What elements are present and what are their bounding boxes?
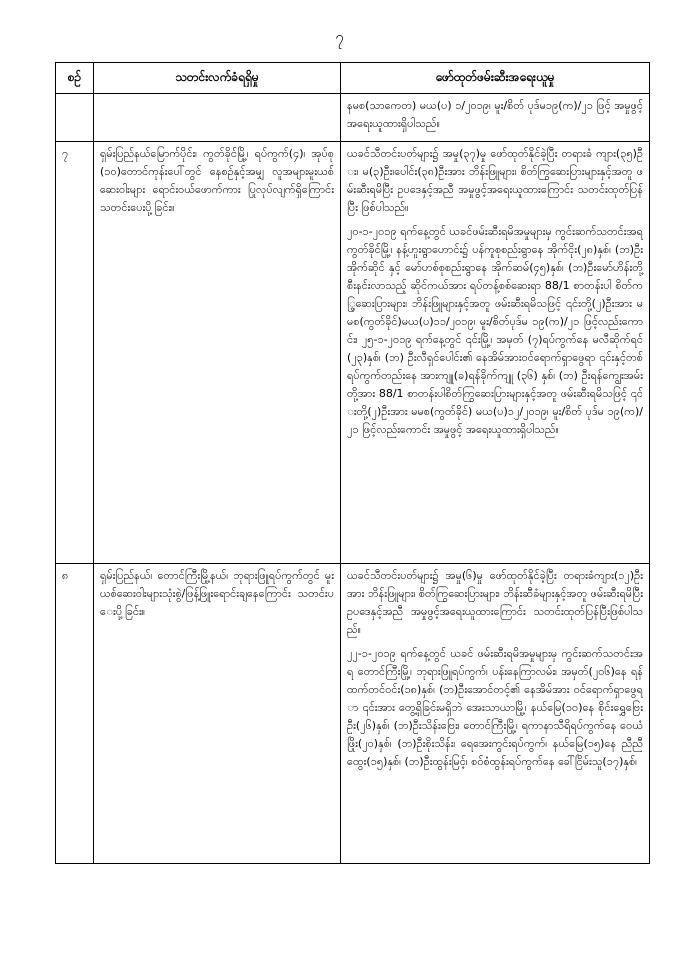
- header-information-received: သတင်းလက်ခံရရှိမှု: [94, 63, 341, 94]
- action-paragraph: ယခင်သီတင်းပတ်များ၌ အမှု(၆)မှု ဖော်ထုတ်နိုင်ခဲ့ပြီး တရားခံကျား(၁၂)ဦးအား ဘိန်းဖြူများ၊ စိတ်ကြွဆေးပြားများ၊ ဘိန်းဆီခံများနှင့်အတူ ဖမ်းဆီးရမိပြီး ဥပဒေနှင့်အညီ အမှုဖွင့်အရေးယူထားကြောင်း သတင်းထုတ်ပြန်ပြီးဖြစ်ပါသည်။: [347, 569, 643, 637]
- row-information: [94, 94, 341, 142]
- action-paragraph: ယခင်သီတင်းပတ်များ၌ အမှု(၃၇)မှု ဖော်ထုတ်နိုင်ခဲ့ပြီး တရားခံ ကျား(၃၅)ဦး၊ မ(၃)ဦး၊ပေါင်း(၃၈)ဦးအား ဘိန်းဖြူများ၊ စိတ်ကြွဆေးပြားများနှင့်အတူ ဖမ်းဆီးရမိပြီး ဥပဒေနှင့်အညီ အမှုဖွင့်အရေးယူထားကြောင်း သတင်းထုတ်ပြန်ပြီး ဖြစ်ပါသည်။: [347, 147, 643, 215]
- action-paragraph: နမစ(သာကေတ) မယ(ပ) ၁/၂၀၁၉၊ မူး/စိတ် ပုဒ်မ၁၉(က)/၂၁ ဖြင့် အမှုဖွင့်အရေးယူထားရှိပါသည်။: [347, 99, 643, 131]
- report-table: [55, 62, 650, 864]
- row-serial: [56, 94, 94, 142]
- table-row: [56, 142, 650, 564]
- row-serial: ၈: [56, 564, 94, 864]
- action-paragraph: ၂၀-၁-၂၀၁၉ ရက်နေ့တွင် ယခင်ဖမ်းဆီးရမိအမှုများမှ ကွင်းဆက်သတင်းအရ ကွတ်ခိုင်မြို့၊ နန့်ဟူးရွာဟောင်း၌ ပန်ကူစုစည်းရွာနေ အိုက်ငိုး(၂၈)နှစ်၊ (ဘ)ဦးအိုက်ဆိုင် နှင့် မော်ဟစ်စုစည်းရွာနေ အိုက်ဆမ်(၄၅)နှစ်၊ (ဘ)ဦးမော်ဟိန်းတို့ စီးနင်းလာသည့် ဆိုင်ကယ်အား ရပ်တန့်စစ်ဆေးရာ 88/1 စာတန်းပါ စိတ်ကြွဆေးပြားများ၊ ဘိန်းဖြူများနှင့်အတူ ဖမ်းဆီးရမိသဖြင့် ၎င်းတို့(၂)ဦးအား မမစ(ကွတ်ခိုင်)မယ(ပ)၁၁/၂၀၁၉၊ မူး/စိတ်ပုဒ်မ ၁၉(က)/၂၁ ဖြင့်လည်းကောင်း၊ ၂၅-၁-၂၀၁၉ ရက်နေ့တွင် ၎င်းမြို့၊ အမှတ် (၇)ရပ်ကွက်နေ မလီဆိုက်ရင် (၂၃)နှစ်၊ (ဘ) ဦးလီရှင်ပေါင်း၏ နေအိမ်အားဝင်ရောက်ရှာဖွေရာ ၎င်းနှင့်တစ်ရပ်ကွက်တည်းနေ အားကျူ(ခ)ရန်ခိုက်ကျူ (၃၆) နှစ်၊ (ဘ) ဦးရန်ကျွေးအမ်း တို့အား 88/1 စာတန်းပါစိတ်ကြွဆေးပြားများနှင့်အတူ ဖမ်းဆီးရမိသဖြင့် ၎င်းတို့(၂)ဦးအား မမစ(ကွတ်ခိုင်) မယ(ပ)၁၂/၂၀၁၉၊ မူး/စိတ် ပုဒ်မ ၁၉(က)/၂၁ ဖြင့်လည်းကောင်း အမှုဖွင့် အရေးယူထားရှိပါသည်။: [347, 225, 643, 437]
- row-information: ရှမ်းပြည်နယ်၊ တောင်ကြီးမြို့နယ်၊ ဘုရားဖြူရပ်ကွက်တွင် မူးယစ်ဆေးဝါးများသုံးစွဲ/ဖြန့်ဖြူးရောင်းချနေကြောင်း သတင်းပေးပို့ခြင်း။: [94, 564, 341, 864]
- row-serial: ၇: [56, 142, 94, 564]
- header-serial: စဉ်: [56, 63, 94, 94]
- row-action: [341, 564, 650, 864]
- table-row: [56, 564, 650, 864]
- page-number: ၇: [335, 28, 344, 46]
- table-header-row: [56, 63, 650, 94]
- row-action: [341, 94, 650, 142]
- row-information: ရှမ်းပြည်နယ်မြောက်ပိုင်း၊ ကွတ်ခိုင်မြို့၊ ရပ်ကွက်(၄)၊ အုပ်စု(၁၀)တောင်ကုန်းပေါ်တွင် နေစဉ်နှင့်အမျှ လူအများမူးယစ်ဆေးဝါးများ ရောင်းဝယ်ဖောက်ကား ပြုလုပ်လျက်ရှိကြောင်း သတင်းပေးပို့ခြင်း။: [94, 142, 341, 564]
- row-action: [341, 142, 650, 564]
- action-paragraph: ၂၂-၁-၂၀၁၉ ရက်နေ့တွင် ယခင် ဖမ်းဆီးရမိအမှုများမှ ကွင်းဆက်သတင်းအရ တောင်ကြီးမြို့၊ ဘုရားဖြူရပ်ကွက်၊ ပန်းနေကြာလမ်း၊ အမှတ်(၂၀၆)နေ ရန်ထက်တင်ဝင်း(၁၈)နှစ်၊ (ဘ)ဦးအောင်တင့်၏ နေအိမ်အား ဝင်ရောက်ရှာဖွေရာ ၎င်းအား တွေ့ရှိခြင်းမရှိဘဲ အေးသာယာမြို့၊ နယ်မြေ(၁၀)နေ စိုင်းရွှေဗြေးဦး(၂၆)နှစ်၊ (ဘ)ဦးသိန်းဗြေး၊ တောင်ကြီးမြို့၊ ရကာနာသီရိရပ်ကွက်နေ ဝေယံဖြိုး(၂၀)နှစ်၊ (ဘ)ဦးစိုးသိန်း၊ ရေအေးကွင်းရပ်ကွက်၊ နယ်မြေ(၁၅)နေ ညီညီထွေး(၁၅)နှစ်၊ (ဘ)ဦးထွန်းမြင့်၊ စဝ်စံထွန်းရပ်ကွက်နေ ခေါ်ငြိမ်းသူ(၁၇)နှစ်၊: [347, 647, 643, 769]
- table-row: [56, 94, 650, 142]
- header-action-taken: ဖော်ထုတ်ဖမ်းဆီးအရေးယူမှု: [341, 63, 650, 94]
